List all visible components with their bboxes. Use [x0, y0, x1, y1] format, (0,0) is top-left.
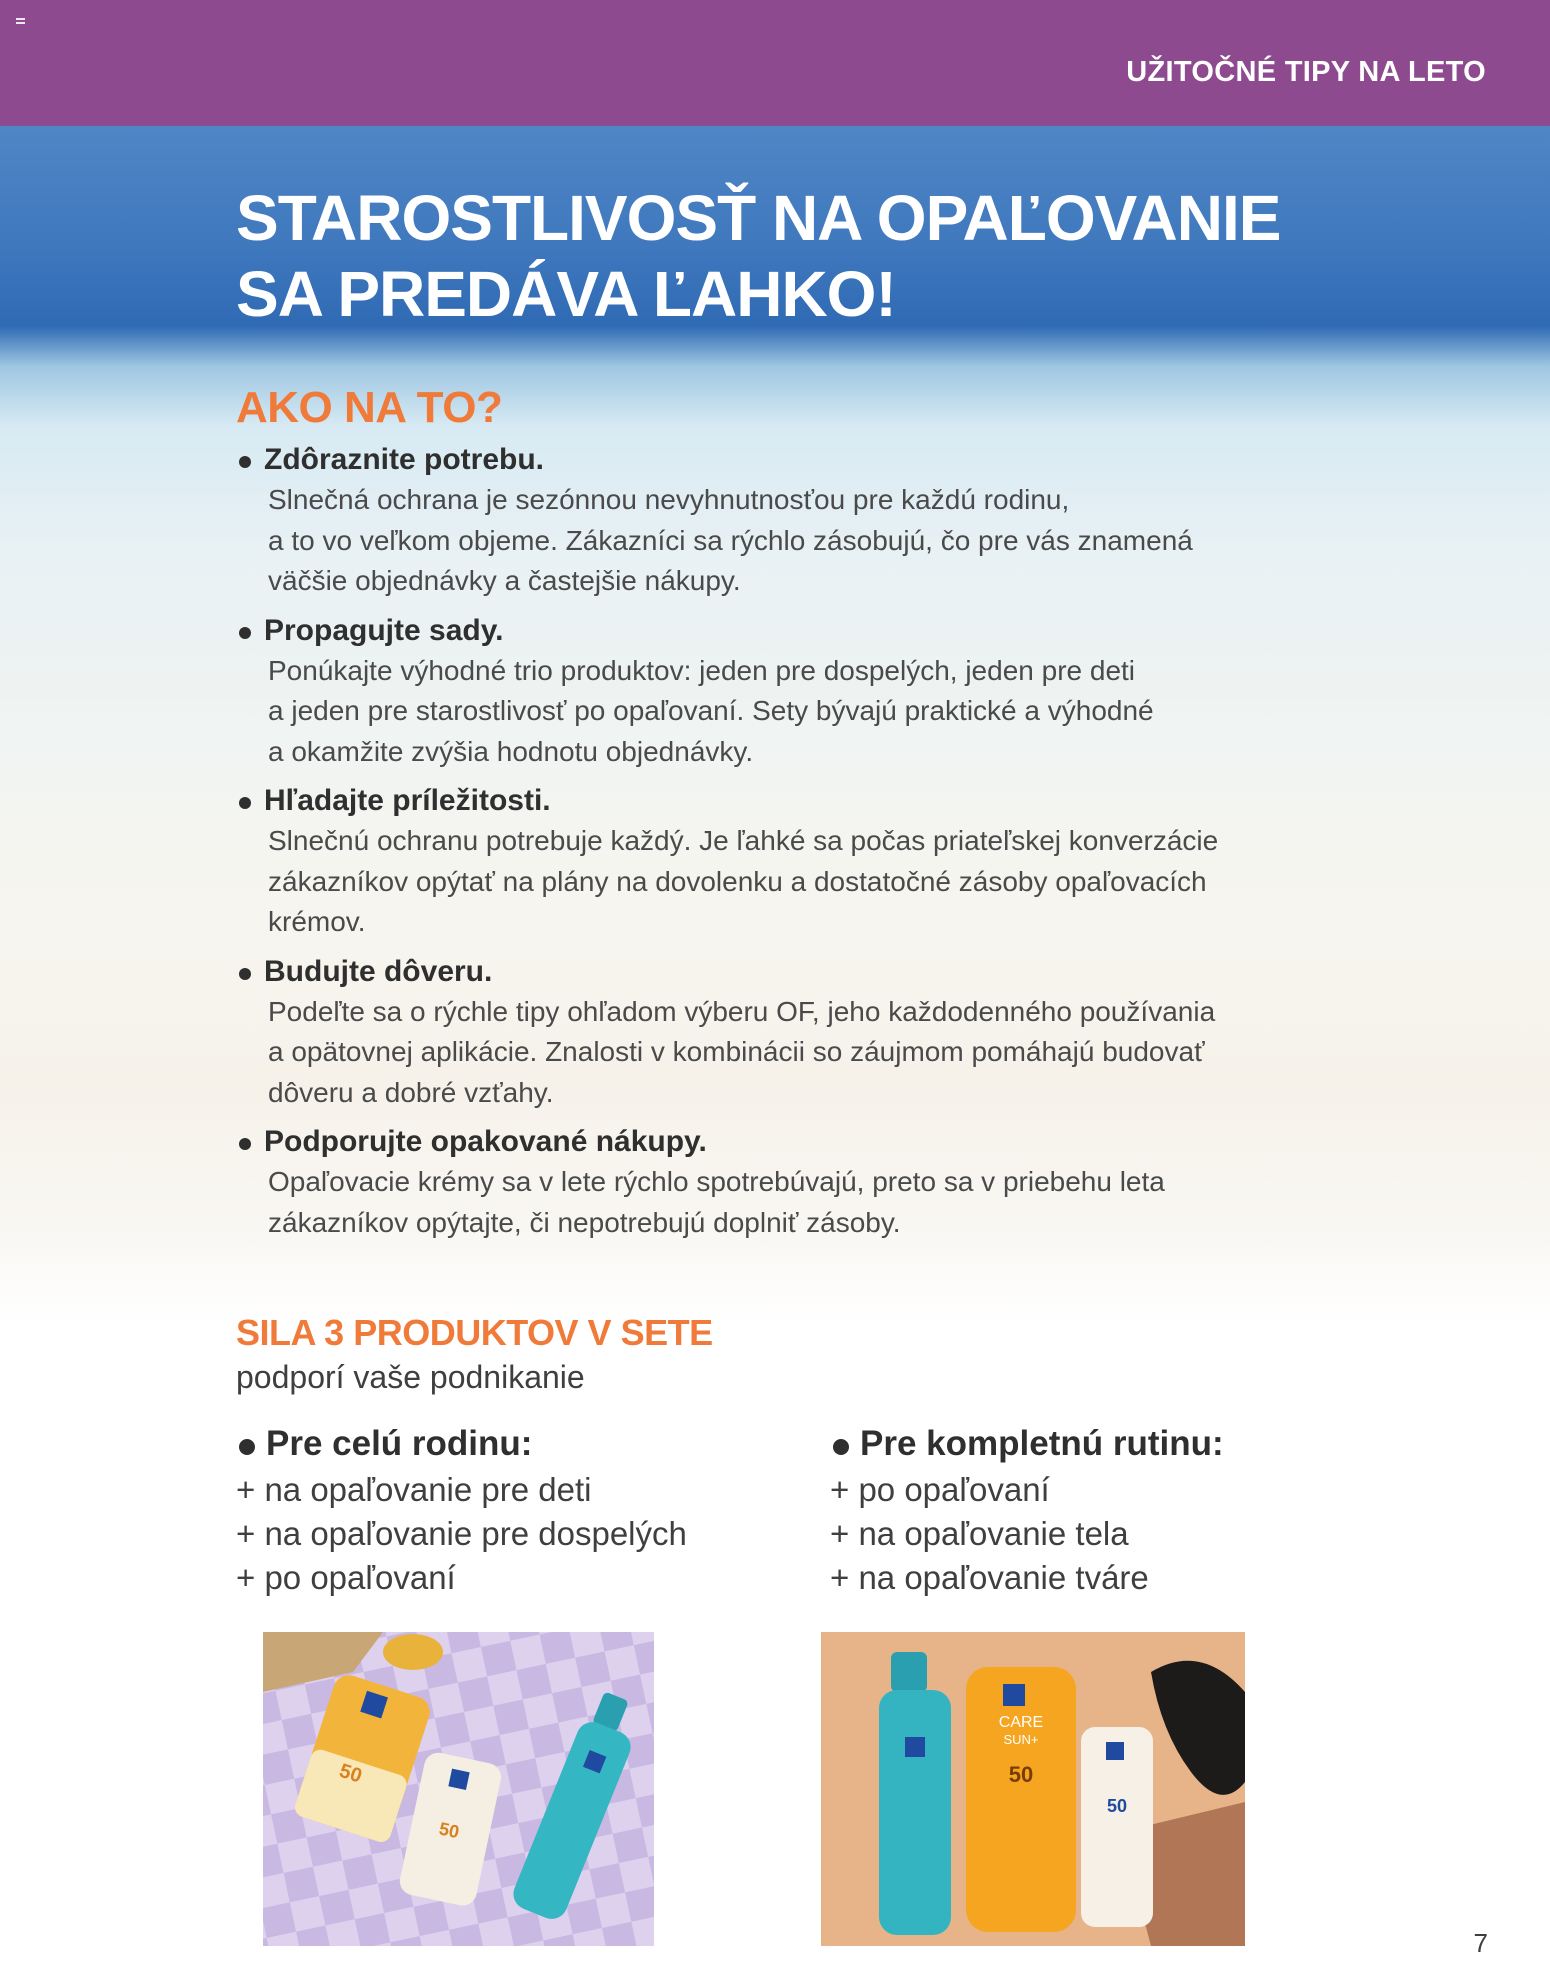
tip-line: Slnečná ochrana je sezónnou nevyhnutnosťou pre každú rodinu,	[268, 484, 1070, 515]
product-spf-label: 50	[1106, 1796, 1128, 1816]
top-bar	[0, 0, 1550, 126]
routine-set-title: Pre kompletnú rutinu:	[830, 1420, 1430, 1468]
page-title-line-2: SA PREDÁVA ĽAHKO!	[236, 258, 896, 330]
tip-line: zákazníkov opýtať na plány na dovolenku a dostatočné zásoby opaľovacích	[268, 865, 1207, 897]
product-line-label: SUN+	[1003, 1732, 1039, 1747]
tip-item	[236, 781, 1416, 943]
tip-title: Hľadajte príležitosti.	[236, 781, 1416, 821]
tip-item	[236, 611, 1416, 773]
family-set-column	[236, 1420, 836, 1600]
tip-line: dôveru a dobré vzťahy.	[268, 1076, 554, 1108]
page-number: 7	[1473, 1928, 1488, 1958]
set-item: + na opaľovanie pre deti	[236, 1471, 592, 1508]
set-item: + na opaľovanie pre dospelých	[236, 1515, 687, 1552]
page-title-line-1: STAROSTLIVOSŤ NA OPAĽOVANIE	[236, 182, 1281, 254]
menu-icon[interactable]	[16, 18, 30, 28]
tip-line: a jeden pre starostlivosť po opaľovaní. Sety bývajú praktické a výhodné	[268, 695, 1154, 726]
tip-body	[236, 651, 1416, 773]
family-set-title: Pre celú rodinu:	[236, 1420, 836, 1468]
tip-line: a opätovnej aplikácie. Znalosti v kombinácii so záujmom pomáhajú budovať	[268, 1036, 1205, 1067]
tip-line: Opaľovacie krémy sa v lete rýchlo spotrebúvajú, preto sa v priebehu leta	[268, 1166, 1165, 1197]
sets-heading: SILA 3 PRODUKTOV V SETE	[236, 1312, 713, 1353]
set-item: + na opaľovanie tela	[830, 1515, 1129, 1552]
tip-line: Podeľte sa o rýchle tipy ohľadom výberu OF, jeho každodenného používania	[268, 995, 1216, 1027]
how-to-heading: AKO NA TO?	[236, 383, 503, 432]
tip-line: zákazníkov opýtajte, či nepotrebujú doplniť zásoby.	[268, 1206, 901, 1238]
page-title	[236, 180, 1436, 332]
tip-body	[236, 992, 1416, 1114]
tip-line: a to vo veľkom objeme. Zákazníci sa rýchlo zásobujú, čo pre vás znamená	[268, 524, 1193, 556]
tip-title: Zdôraznite potrebu.	[236, 440, 1416, 480]
routine-set-column	[830, 1420, 1430, 1600]
set-item: + po opaľovaní	[830, 1471, 1050, 1508]
tip-line: väčšie objednávky a častejšie nákupy.	[268, 565, 741, 596]
product-spf-label: 50	[437, 1818, 462, 1843]
tip-line: Slnečnú ochranu potrebuje každý. Je ľahké sa počas priateľskej konverzácie	[268, 825, 1219, 856]
set-item: + na opaľovanie tváre	[830, 1559, 1149, 1596]
family-set-photo	[263, 1632, 654, 1946]
tip-body	[236, 1162, 1416, 1243]
set-item: + po opaľovaní	[236, 1559, 456, 1596]
sets-subtitle: podporí vaše podnikanie	[236, 1359, 585, 1395]
tip-title: Podporujte opakované nákupy.	[236, 1122, 1416, 1162]
routine-set-photo	[821, 1632, 1245, 1946]
tip-item	[236, 952, 1416, 1114]
tip-item	[236, 1122, 1416, 1243]
tip-line: krémov.	[268, 906, 366, 937]
tip-body	[236, 480, 1416, 602]
tips-list	[236, 440, 1416, 1252]
product-brand-label: CARE	[998, 1714, 1044, 1731]
tip-title: Budujte dôveru.	[236, 952, 1416, 992]
product-spf-label: 50	[336, 1759, 365, 1788]
section-label: UŽITOČNÉ TIPY NA LETO	[1126, 56, 1486, 88]
tip-title: Propagujte sady.	[236, 611, 1416, 651]
tip-item	[236, 440, 1416, 602]
tip-line: Ponúkajte výhodné trio produktov: jeden pre dospelých, jeden pre deti	[268, 654, 1136, 686]
product-spf-label: 50	[1008, 1762, 1034, 1787]
tip-line: a okamžite zvýšia hodnotu objednávky.	[268, 735, 754, 767]
tip-body	[236, 821, 1416, 943]
